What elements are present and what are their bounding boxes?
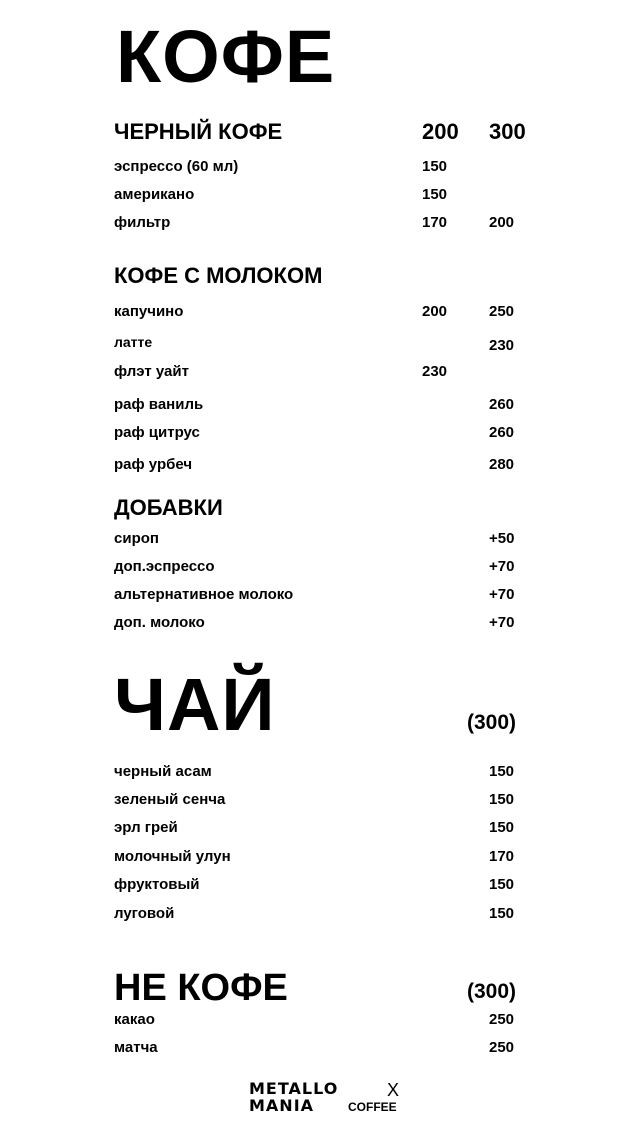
menu-item-name: доп. молоко bbox=[114, 614, 205, 631]
menu-item-price-large: 200 bbox=[489, 214, 515, 231]
menu-item-price-large: 250 bbox=[489, 303, 515, 320]
menu-item-price-small: 150 bbox=[422, 158, 448, 175]
menu-item-price-large: 250 bbox=[489, 1011, 515, 1028]
menu-item-price-large: 260 bbox=[489, 396, 515, 413]
menu-item-price-large: 150 bbox=[489, 791, 515, 808]
menu-item-price-large: 170 bbox=[489, 848, 515, 865]
menu-item-name: флэт уайт bbox=[114, 363, 189, 380]
tea-volume: (300) bbox=[467, 711, 517, 734]
not-coffee-title: НЕ КОФЕ bbox=[114, 967, 288, 1009]
menu-item-price-large: 150 bbox=[489, 905, 515, 922]
brand-logo bbox=[249, 1080, 338, 1114]
size-300-header: 300 bbox=[489, 119, 526, 144]
menu-item-name: фильтр bbox=[114, 214, 171, 231]
menu-item-name: матча bbox=[114, 1039, 158, 1056]
menu-item-name: эспрессо (60 мл) bbox=[114, 158, 239, 175]
menu-item-name: фруктовый bbox=[114, 876, 200, 893]
menu-item-price-large: 150 bbox=[489, 819, 515, 836]
menu-item-name: раф ваниль bbox=[114, 396, 204, 413]
menu-item-price-large: 260 bbox=[489, 424, 515, 441]
menu-item-name: зеленый сенча bbox=[114, 791, 226, 808]
tea-title: ЧАЙ bbox=[114, 663, 276, 746]
menu-item-price-large: +50 bbox=[489, 530, 515, 547]
logo-line-1: METALLO bbox=[249, 1079, 339, 1098]
menu-item-price-small: 230 bbox=[422, 363, 448, 380]
logo-line-2: MANIA bbox=[249, 1096, 315, 1115]
black-coffee-heading: ЧЕРНЫЙ КОФЕ bbox=[114, 119, 283, 144]
not-coffee-volume: (300) bbox=[467, 980, 517, 1003]
menu-item-name: черный асам bbox=[114, 763, 212, 780]
menu-item-name: латте bbox=[114, 334, 153, 350]
addons-heading: ДОБАВКИ bbox=[114, 495, 223, 520]
menu-item-price-large: 250 bbox=[489, 1039, 515, 1056]
menu-item-price-small: 200 bbox=[422, 303, 448, 320]
menu-item-name: капучино bbox=[114, 303, 184, 320]
menu-item-name: американо bbox=[114, 186, 195, 203]
menu-item-name: раф цитрус bbox=[114, 424, 200, 441]
menu-item-price-large: +70 bbox=[489, 558, 515, 575]
menu-item-price-large: 230 bbox=[489, 337, 515, 354]
menu-item-price-large: 150 bbox=[489, 763, 515, 780]
menu-item-name: доп.эспрессо bbox=[114, 558, 215, 575]
menu-item-price-small: 150 bbox=[422, 186, 448, 203]
milk-coffee-heading: КОФЕ С МОЛОКОМ bbox=[114, 263, 323, 288]
menu-item-price-large: 150 bbox=[489, 876, 515, 893]
size-200-header: 200 bbox=[422, 119, 459, 144]
coffee-title: КОФЕ bbox=[116, 15, 336, 98]
menu-item-name: какао bbox=[114, 1011, 155, 1028]
menu-item-price-large: +70 bbox=[489, 614, 515, 631]
menu-item-name: эрл грей bbox=[114, 819, 178, 836]
menu-item-name: раф урбеч bbox=[114, 456, 193, 473]
menu-item-price-large: 280 bbox=[489, 456, 515, 473]
menu-item-name: луговой bbox=[114, 905, 175, 922]
menu-item-name: альтернативное молоко bbox=[114, 586, 294, 603]
menu-item-name: молочный улун bbox=[114, 848, 231, 865]
logo-x: X bbox=[387, 1080, 400, 1100]
menu-item-price-large: +70 bbox=[489, 586, 515, 603]
menu-item-name: сироп bbox=[114, 530, 159, 547]
menu-item-price-small: 170 bbox=[422, 214, 448, 231]
logo-coffee: COFFEE bbox=[348, 1100, 397, 1114]
